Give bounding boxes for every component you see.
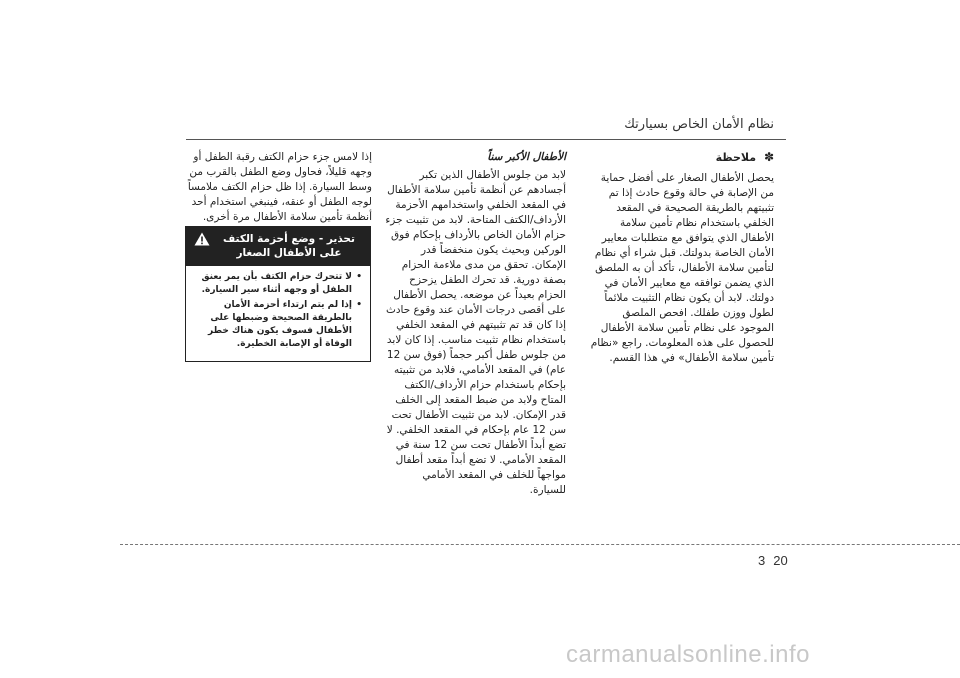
shoulder-belt-paragraph: إذا لامس جزء حزام الكتف رقبة الطفل أو وجهه قليلاً، فحاول وضع الطفل بالقرب من وسط السيارة. إذا ظل حزام الكتف ملامساً لوجه الطفل أو عنقه، فينبغي استخدام أحد أنظمة تأمين سلامة الأطفال مرة أخرى.	[187, 151, 372, 223]
warning-item-text: لا تتحرك حزام الكتف بأن يمر بعنق الطفل أو وجهه أثناء سير السيارة.	[201, 272, 352, 295]
warning-title: تحذير - وضع أحزمة الكتف على الأطفال الصغار	[223, 233, 355, 259]
shoulder-belt-column	[186, 150, 372, 225]
older-children-column	[384, 150, 566, 498]
chapter-number: 3	[758, 553, 766, 568]
older-children-heading: الأطفال الأكبر سناً	[487, 151, 566, 163]
warning-list	[186, 266, 370, 357]
warning-triangle-icon	[194, 232, 210, 246]
warning-header	[186, 227, 370, 266]
warning-item	[194, 299, 362, 351]
section-title: نظام الأمان الخاص بسيارتك	[624, 117, 774, 132]
note-star-icon: ✽	[763, 150, 774, 164]
footer-divider	[120, 544, 960, 545]
warning-box	[185, 226, 371, 362]
page-number-value: 20	[773, 553, 788, 568]
site-watermark: carmanualsonline.info	[566, 641, 810, 668]
bullet-icon: •	[356, 300, 362, 310]
bullet-icon: •	[356, 272, 362, 282]
warning-item	[194, 271, 362, 297]
header-divider	[186, 139, 786, 140]
page-number	[758, 553, 788, 568]
older-children-paragraph: لابد من جلوس الأطفال الذين تكبر أجسادهم عن أنظمة تأمين سلامة الأطفال في المقعد الخلفي واستخدامهم الأحزمة الأرداف/الكتف المتاحة. لابد من تثبيت جزء حزام الأمان الخاص بالأرداف بإحكام فوق الوركين وبحيث يكون منخفضاً قدر الإمكان. تحقق من مدى ملاءمة الحزام بصفة دورية. قد تحرك الطفل يزحزح الحزام بعيداً عن موضعه. يحصل الأطفال على أقصى درجات الأمان عند وقوع حادث إذا كان قد تم تثبيتهم في المقعد الخلفي باستخدام نظام تثبيت مناسب. إذا كان لابد من جلوس طفل أكبر حجماً (فوق سن 12 عام) في المقعد الأمامي، فلابد من تثبيته بإحكام باستخدام حزام الأرداف/الكتف المتاح ولابد من ضبط المقعد إلى الخلف قدر الإمكان. لابد من تثبيت الأطفال تحت سن 12 عام بإحكام في المقعد الخلفي. لا تضع أبداً الأطفال تحت سن 12 سنة في المقعد الأمامي. لا تضع أبداً مقعد أطفال مواجهاً للخلف في المقعد الأمامي للسيارة.	[385, 169, 566, 496]
note-paragraph: يحصل الأطفال الصغار على أفضل حماية من الإصابة في حالة وقوع حادث إذا تم تثبيتهم بالطريقة الصحيحة في المقعد الخلفي باستخدام نظام تأمين سلامة الأطفال الذي يتوافق مع متطلبات معايير الأمان الخاصة بدولتك. قبل شراء أي نظام لتأمين سلامة الأطفال، تأكد أن به الملصق الذي يضمن توافقه مع معايير الأمان في دولتك. لابد أن يكون نظام التثبيت ملائماً لطول ووزن طفلك. افحص الملصق الموجود على نظام تأمين سلامة الأطفال للحصول على هذه المعلومات. راجع «نظام تأمين سلامة الأطفال» في هذا القسم.	[590, 172, 774, 364]
note-heading	[588, 150, 774, 165]
note-heading-label: ملاحظة	[715, 151, 757, 164]
warning-item-text: إذا لم يتم ارتداء أحزمة الأمان بالطريقة الصحيحة وضبطها على الأطفال فسوف يكون هناك خطر الوفاة أو الإصابة الخطيرة.	[208, 300, 352, 349]
note-column	[588, 150, 774, 366]
